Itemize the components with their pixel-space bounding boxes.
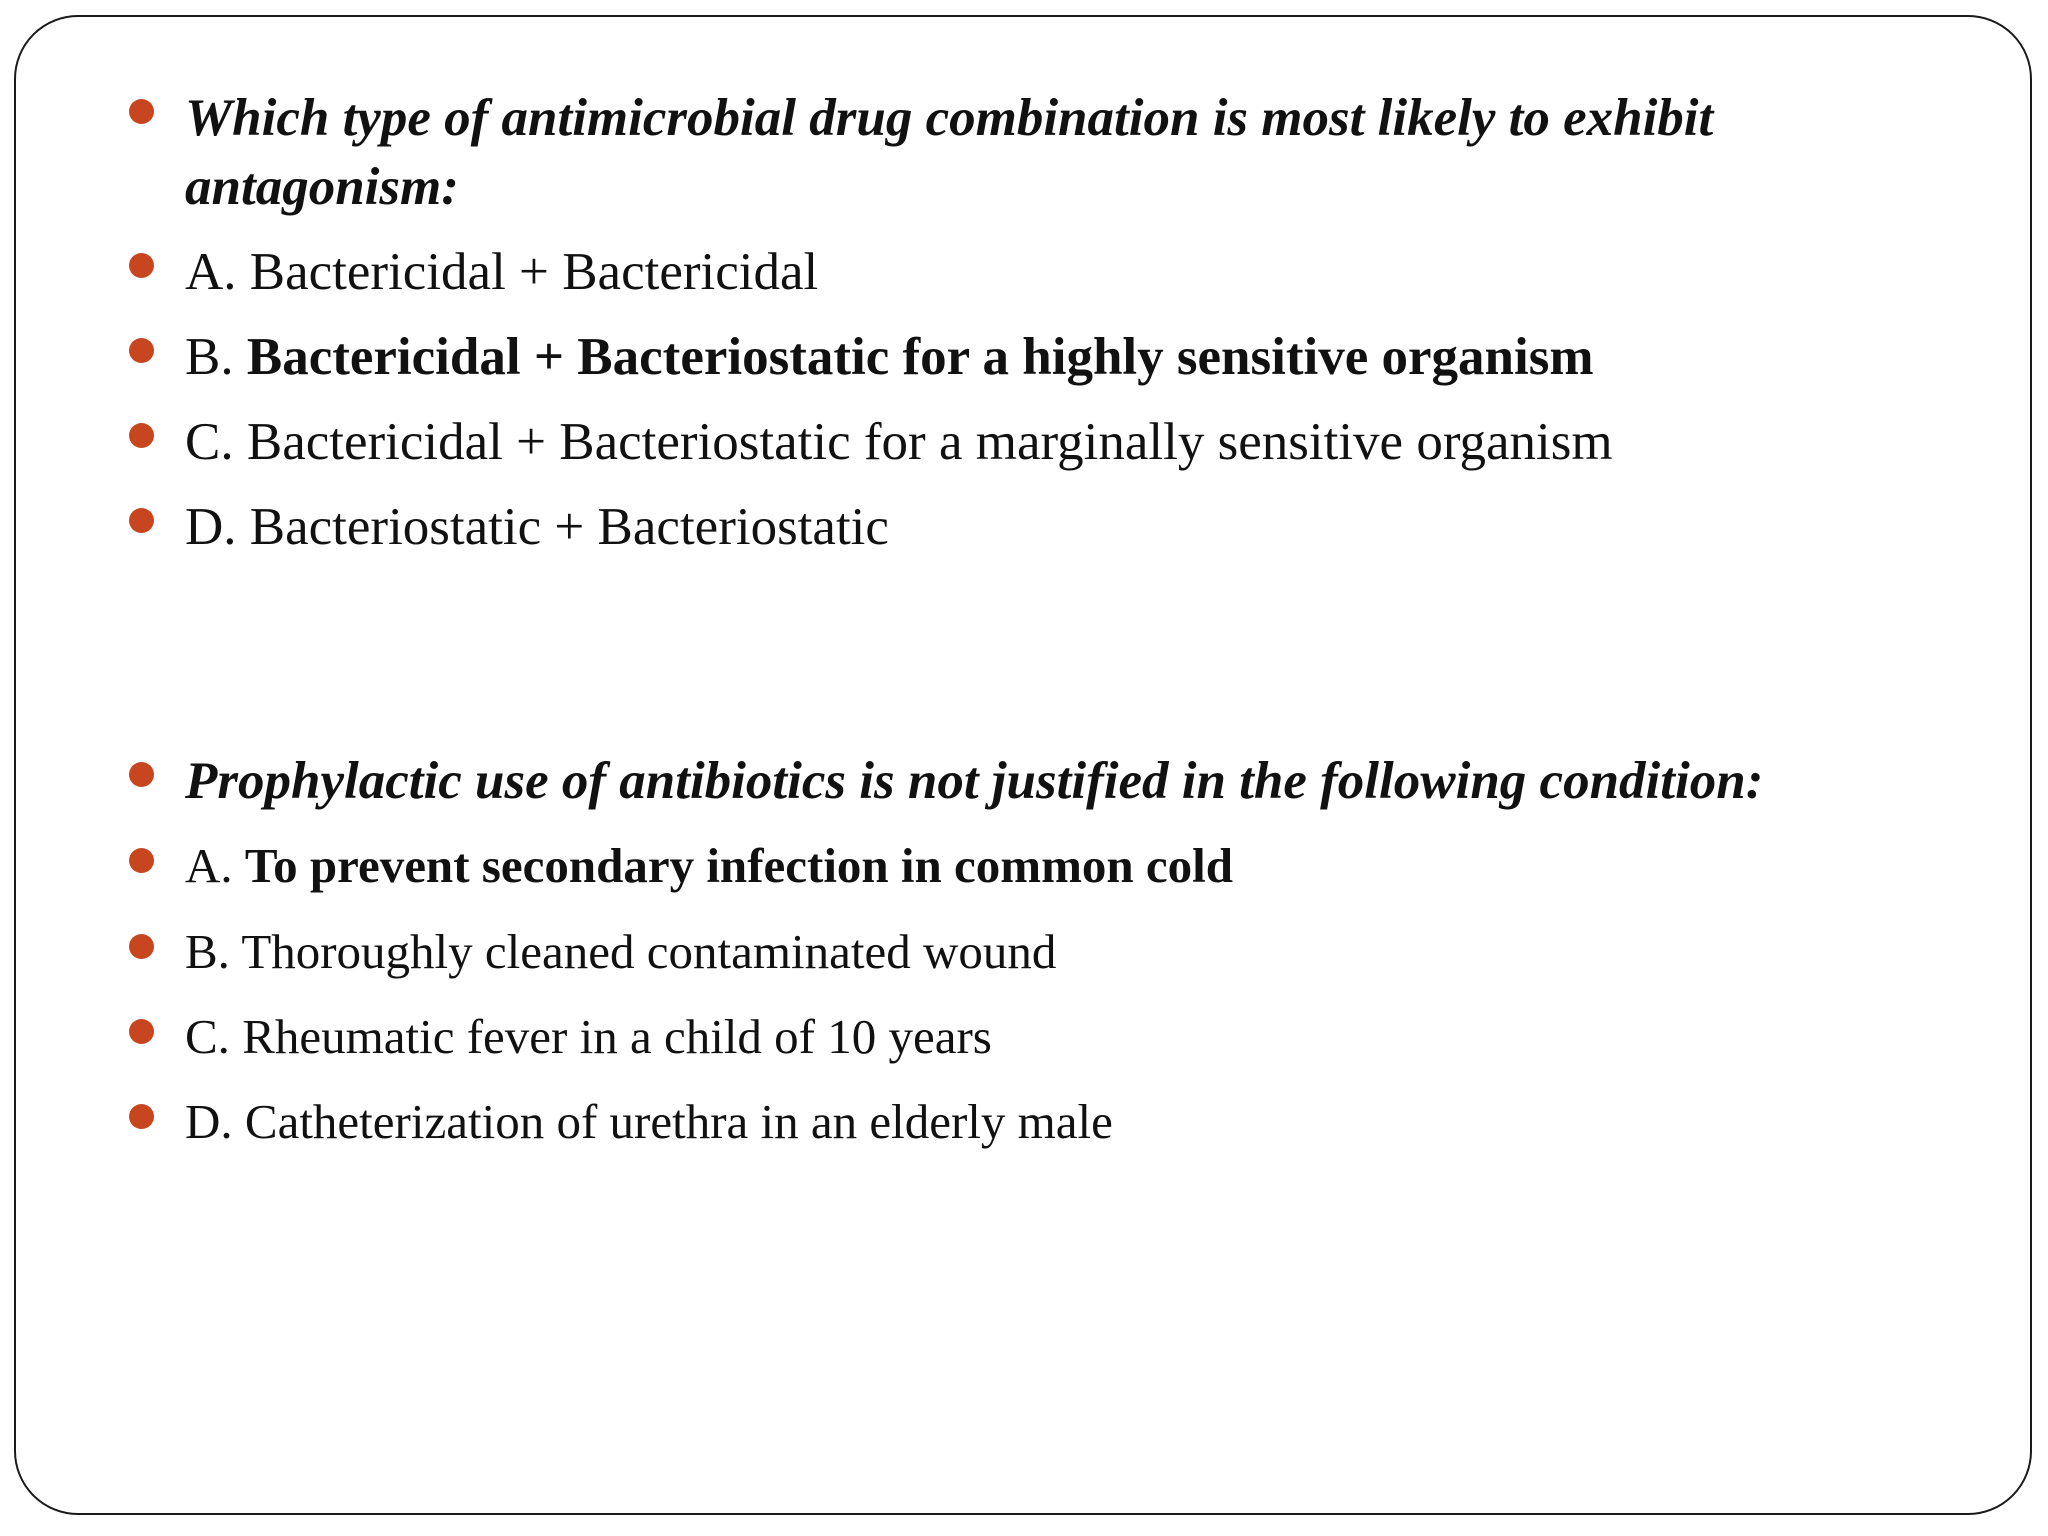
bullet-icon [129,338,154,363]
q1-option-c [185,408,1965,477]
bullet-icon [129,99,154,124]
option-letter: A. [185,838,233,893]
option-letter: B. [185,328,234,386]
q2-option-a [185,834,1965,898]
option-letter: A. [185,243,237,301]
option-text: Bacteriostatic + Bacteriostatic [249,498,889,556]
question-2 [185,747,1965,816]
option-text: Bactericidal + Bacteriostatic for a marginally sensitive organism [246,413,1613,471]
bullet-icon [129,253,154,278]
option-letter: B. [185,924,230,979]
option-text: Bactericidal + Bactericidal [249,243,819,301]
bullet-icon [129,1019,154,1044]
option-text-correct: To prevent secondary infection in common cold [244,838,1234,893]
option-text: Rheumatic fever in a child of 10 years [242,1009,992,1064]
bullet-icon [129,508,154,533]
q1-option-b [185,323,1965,392]
q1-option-d [185,493,1965,562]
bullet-icon [129,1104,154,1129]
q2-option-b [185,920,1965,984]
question-2-text: Prophylactic use of antibiotics is not justified in the following condition: [185,752,1764,810]
option-text: Catheterization of urethra in an elderly male [244,1094,1113,1149]
option-letter: C. [185,1009,230,1064]
q1-option-a [185,238,1965,307]
option-text-correct: Bactericidal + Bacteriostatic for a highly sensitive organism [246,328,1594,386]
question-1-text: Which type of antimicrobial drug combination is most likely to exhibit antagonism: [185,89,1714,216]
question-1 [185,84,1965,222]
option-text: Thoroughly cleaned contaminated wound [241,924,1057,979]
bullet-icon [129,934,154,959]
option-letter: D. [185,498,237,556]
option-letter: C. [185,413,234,471]
bullet-icon [129,423,154,448]
bullet-icon [129,762,154,787]
bullet-icon [129,848,154,873]
q2-option-c [185,1005,1965,1069]
option-letter: D. [185,1094,233,1149]
q2-option-d [185,1090,1965,1154]
